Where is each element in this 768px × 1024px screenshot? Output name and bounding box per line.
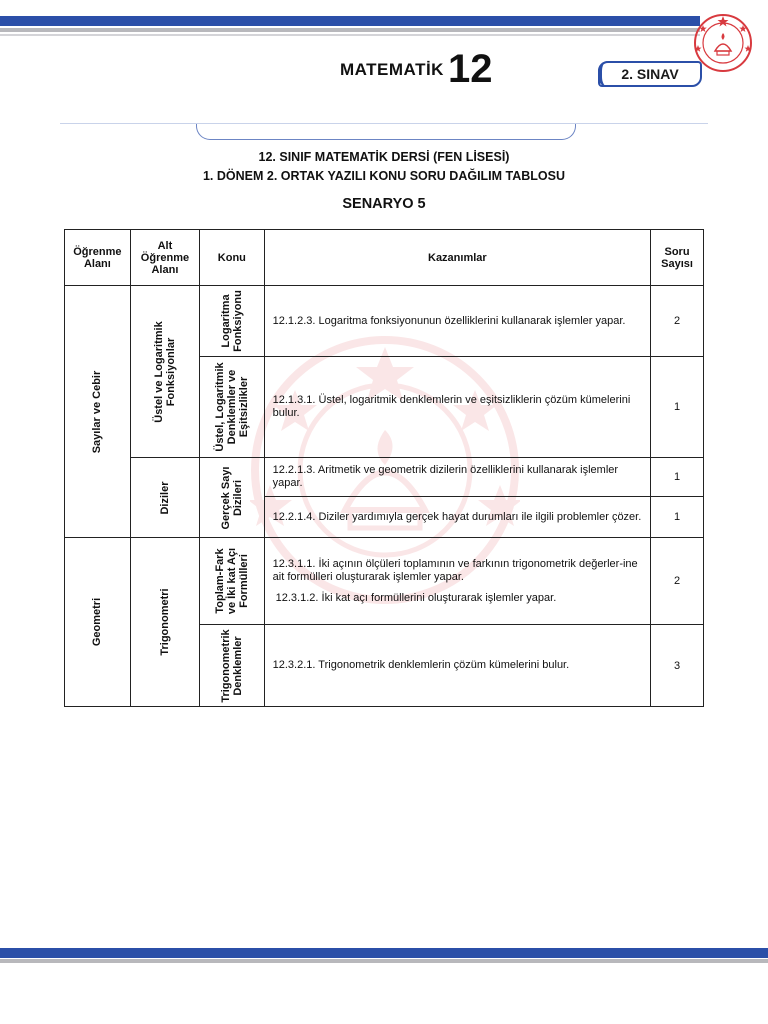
- outcome-text: 12.2.1.3. Aritmetik ve geometrik dizilerin özelliklerini kullanarak işlemler yapar.: [272, 464, 619, 489]
- topic-label: Gerçek Sayı Dizileri: [219, 466, 244, 529]
- outcome-text: 12.3.1.2. İki kat açı formüllerini oluşturarak işlemler yapar.: [275, 591, 557, 604]
- count-cell: 1: [651, 497, 704, 538]
- header-area-label: Öğrenme Alanı: [73, 245, 122, 270]
- outcome-text: 12.1.3.1. Üstel, logaritmik denklemlerin ve eşitsizliklerin çözüm kümelerini bulur.: [272, 394, 631, 419]
- header-sub-area-label: Alt Öğrenme Alanı: [140, 239, 190, 276]
- top-gray-stripe: [0, 28, 700, 32]
- outcome-text: 12.2.1.4. Diziler yardımıyla gerçek hayat durumları ile ilgili problemler çözer.: [272, 510, 642, 523]
- topic-label: Toplam-Fark ve İki kat Açı Formülleri: [213, 547, 250, 615]
- subject-label: MATEMATİK: [340, 60, 444, 79]
- area-label: Sayılar ve Cebir: [91, 370, 104, 453]
- area-label: Geometri: [91, 597, 104, 647]
- header-outcomes-label: Kazanımlar: [428, 251, 487, 264]
- area-cell: [65, 286, 131, 538]
- title-tab-decoration: [196, 124, 576, 140]
- sub-area-cell: [130, 286, 199, 458]
- top-blue-stripe: [0, 16, 700, 26]
- scenario-title: SENARYO 5: [342, 196, 426, 212]
- topic-cell: [200, 357, 265, 458]
- header-topic: [200, 230, 265, 286]
- count-cell: 2: [651, 538, 704, 625]
- outcome-cell: [264, 357, 650, 458]
- count-cell: 1: [651, 357, 704, 458]
- count-cell: 3: [651, 625, 704, 707]
- area-cell: [65, 538, 131, 707]
- outcome-cell: [264, 458, 650, 497]
- outcome-text: 12.3.2.1. Trigonometrik denklemlerin çözüm kümelerini bulur.: [272, 659, 570, 671]
- header-count-label: Soru Sayısı: [661, 245, 693, 270]
- top-gray-stripe-thin: [0, 34, 700, 36]
- document-title-line2: 1. DÖNEM 2. ORTAK YAZILI KONU SORU DAĞILIM TABLOSU: [202, 169, 566, 183]
- header-topic-label: Konu: [217, 251, 246, 264]
- header-outcomes: [264, 230, 650, 286]
- outcome-cell: [264, 286, 650, 357]
- count-cell: 2: [651, 286, 704, 357]
- header-area: [65, 230, 131, 286]
- outcome-cell: [264, 625, 650, 707]
- topic-cell: [200, 286, 265, 357]
- count-cell: 1: [651, 458, 704, 497]
- sub-area-label: Trigonometri: [158, 588, 171, 656]
- outcome-text: 12.1.2.3. Logaritma fonksiyonunun özelliklerini kullanarak işlemler yapar.: [272, 314, 626, 327]
- ministry-seal-icon: [693, 13, 753, 73]
- sub-area-label: Diziler: [158, 480, 171, 515]
- exam-badge: [598, 61, 702, 87]
- outcome-cell: [264, 538, 650, 625]
- sub-area-cell: [130, 538, 199, 707]
- topic-cell: [200, 458, 265, 538]
- header-title: [340, 47, 493, 91]
- document-title-line1: 12. SINIF MATEMATİK DERSİ (FEN LİSESİ): [258, 150, 510, 164]
- topic-cell: [200, 625, 265, 707]
- bottom-gray-stripe: [0, 959, 768, 963]
- exam-label: 2. SINAV: [621, 66, 679, 82]
- table-row: [65, 538, 704, 625]
- top-band: [0, 0, 768, 40]
- outcome-text: 12.3.1.1. İki açının ölçüleri toplamının ve farkının trigonometrik değerler-ine ait formülleri oluşturarak işlemler yapar.: [272, 557, 638, 583]
- table-header-row: [65, 230, 704, 286]
- topic-cell: [200, 538, 265, 625]
- sub-area-cell: [130, 458, 199, 538]
- header-count: [651, 230, 704, 286]
- outcome-cell: [264, 497, 650, 538]
- topic-label: Üstel, Logaritmik Denklemler ve Eşitsizlikler: [213, 362, 250, 452]
- table-row: [65, 458, 704, 497]
- grade-number: 12: [447, 47, 493, 91]
- header-sub-area: [130, 230, 199, 286]
- topic-label: Trigonometrik Denklemler: [219, 628, 244, 703]
- topic-label: Logaritma Fonksiyonu: [219, 290, 244, 352]
- bottom-blue-stripe: [0, 948, 768, 958]
- sub-area-label: Üstel ve Logaritmik Fonksiyonlar: [152, 320, 177, 423]
- table-row: [65, 286, 704, 357]
- distribution-table: [64, 229, 704, 707]
- bottom-band: [0, 945, 768, 965]
